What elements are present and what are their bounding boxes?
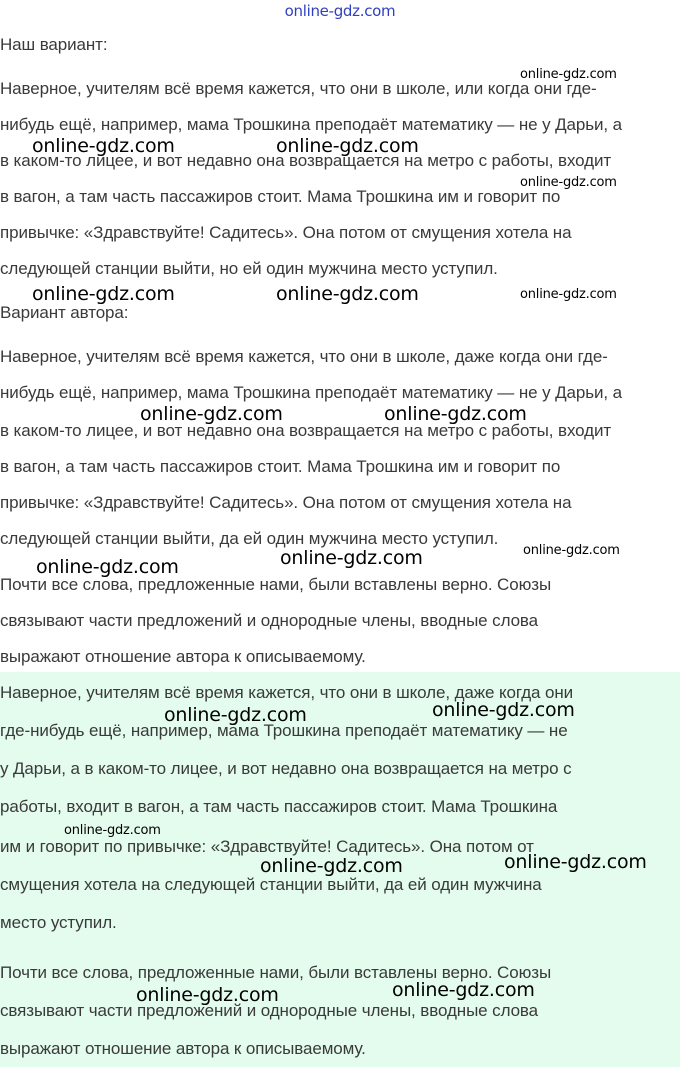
site-header-link[interactable]: online-gdz.com bbox=[284, 2, 396, 20]
section-label-our-variant: Наш вариант: bbox=[0, 35, 108, 54]
watermark: online-gdz.com bbox=[432, 699, 575, 721]
answer-line: работы, входит в вагон, а там часть пассажиров стоит. Мама Трошкина bbox=[0, 797, 558, 816]
answer-line: Наверное, учителям всё время кажется, что они в школе, даже когда они bbox=[0, 683, 574, 702]
text-line: выражают отношение автора к описываемому. bbox=[0, 647, 366, 666]
answer-line: им и говорит по привычке: «Здравствуйте! Садитесь». Она потом от bbox=[0, 837, 534, 856]
watermark: online-gdz.com bbox=[276, 135, 419, 157]
watermark: online-gdz.com bbox=[392, 979, 535, 1001]
watermark: online-gdz.com bbox=[136, 984, 279, 1006]
answer-conclusion-line: выражают отношение автора к описываемому. bbox=[0, 1039, 366, 1058]
text-line: в вагон, а там часть пассажиров стоит. Мама Трошкина им и говорит по bbox=[0, 457, 561, 476]
text-line: связывают части предложений и однородные члены, вводные слова bbox=[0, 611, 539, 630]
answer-line: у Дарьи, а в каком-то лицее, и вот недавно она возвращается на метро с bbox=[0, 759, 572, 778]
text-line: Почти все слова, предложенные нами, были вставлены верно. Союзы bbox=[0, 575, 552, 594]
watermark: online-gdz.com bbox=[520, 67, 617, 82]
watermark: online-gdz.com bbox=[520, 287, 617, 302]
text-line: следующей станции выйти, но ей один мужчина место уступил. bbox=[0, 259, 498, 278]
watermark: online-gdz.com bbox=[32, 135, 175, 157]
watermark: online-gdz.com bbox=[164, 704, 307, 726]
watermark: online-gdz.com bbox=[140, 403, 283, 425]
text-line: в каком-то лицее, и вот недавно она возвращается на метро с работы, входит bbox=[0, 151, 612, 170]
text-line: нибудь ещё, например, мама Трошкина преподаёт математику — не у Дарьи, а bbox=[0, 383, 622, 402]
text-line: Наверное, учителям всё время кажется, что они в школе, даже когда они где- bbox=[0, 347, 608, 366]
watermark: online-gdz.com bbox=[260, 855, 403, 877]
watermark: online-gdz.com bbox=[384, 403, 527, 425]
watermark: online-gdz.com bbox=[64, 823, 161, 838]
text-line: привычке: «Здравствуйте! Садитесь». Она потом от смущения хотела на bbox=[0, 223, 572, 242]
text-line: привычке: «Здравствуйте! Садитесь». Она потом от смущения хотела на bbox=[0, 493, 572, 512]
text-line: Наверное, учителям всё время кажется, что они в школе, или когда они где- bbox=[0, 79, 597, 98]
answer-line: место уступил. bbox=[0, 913, 117, 932]
watermark: online-gdz.com bbox=[280, 547, 423, 569]
text-line: нибудь ещё, например, мама Трошкина преподаёт математику — не у Дарьи, а bbox=[0, 115, 622, 134]
text-line: в вагон, а там часть пассажиров стоит. Мама Трошкина им и говорит по bbox=[0, 187, 561, 206]
text-line: следующей станции выйти, да ей один мужчина место уступил. bbox=[0, 529, 499, 548]
watermark: online-gdz.com bbox=[36, 556, 179, 578]
watermark: online-gdz.com bbox=[523, 543, 620, 558]
answer-line: смущения хотела на следующей станции выйти, да ей один мужчина bbox=[0, 875, 542, 894]
watermark: online-gdz.com bbox=[276, 283, 419, 305]
answer-conclusion-line: связывают части предложений и однородные члены, вводные слова bbox=[0, 1001, 539, 1020]
watermark: online-gdz.com bbox=[504, 851, 647, 873]
watermark: online-gdz.com bbox=[520, 175, 617, 190]
watermark: online-gdz.com bbox=[32, 283, 175, 305]
section-label-author-variant: Вариант автора: bbox=[0, 303, 129, 322]
answer-conclusion-line: Почти все слова, предложенные нами, были вставлены верно. Союзы bbox=[0, 963, 552, 982]
answer-line: где-нибудь ещё, например, мама Трошкина преподаёт математику — не bbox=[0, 721, 568, 740]
text-line: в каком-то лицее, и вот недавно она возвращается на метро с работы, входит bbox=[0, 421, 612, 440]
